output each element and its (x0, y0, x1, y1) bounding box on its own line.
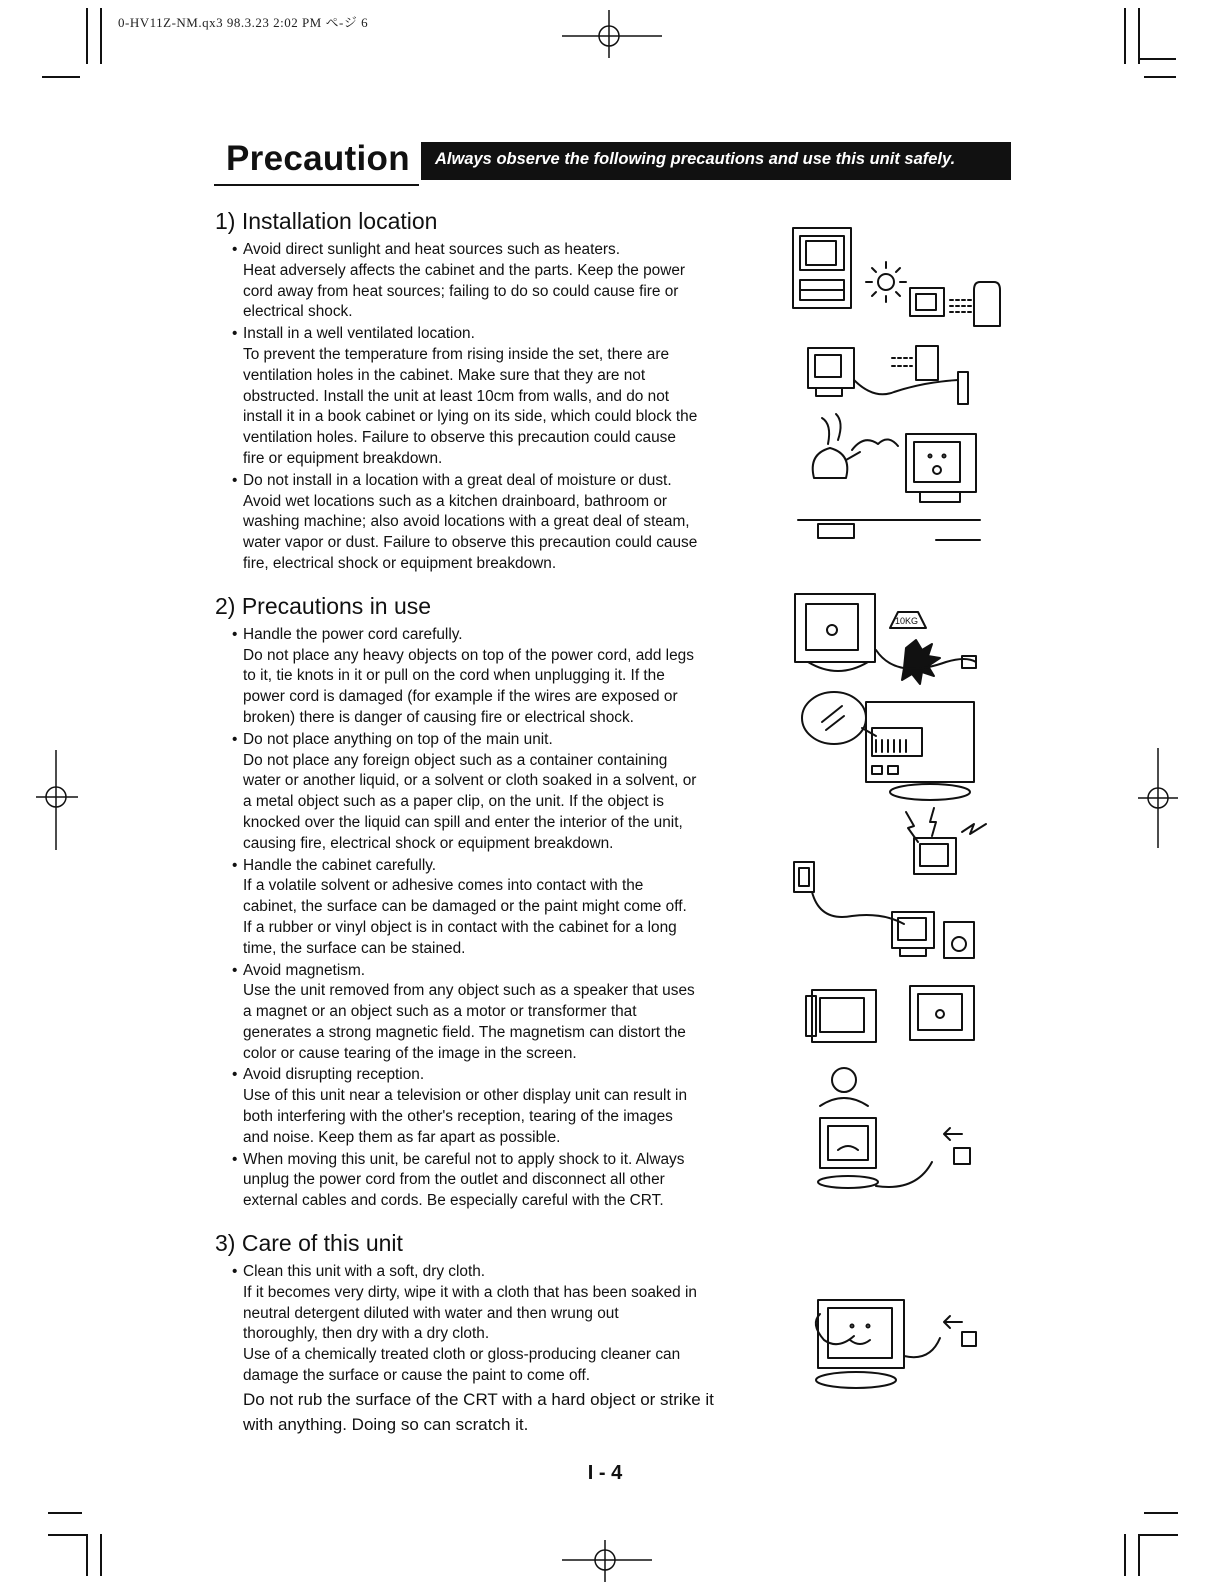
list-item (212, 856, 782, 960)
section-title: 2) Precautions in use (215, 592, 432, 619)
heater-icon (892, 346, 938, 380)
monitor-icon (892, 912, 934, 956)
bullet-text: Do not place anything on top of the main unit. (243, 730, 553, 748)
monitor-icon (910, 288, 944, 316)
paragraph-line: with anything. Doing so can scratch it. (243, 1414, 529, 1434)
section-installation-location (212, 208, 782, 575)
paragraph-line: If a rubber or vinyl object is in contact with the cabinet for a long (243, 918, 677, 936)
power-cord-icon (812, 892, 904, 924)
monitor-with-objects-icon (866, 702, 974, 800)
paragraph-line: external cables and cords. Be especially careful with the CRT. (243, 1192, 664, 1210)
person-carrying-monitor-icon (818, 1068, 878, 1188)
paragraph-line: thoroughly, then dry with a dry cloth. (243, 1325, 490, 1343)
list-item (212, 1150, 782, 1212)
bullet-text: Avoid magnetism. (243, 961, 366, 979)
paragraph-line: Heat adversely affects the cabinet and the parts. Keep the power (243, 261, 686, 279)
bullet-icon: • (232, 1150, 238, 1168)
bullet-icon: • (232, 1263, 238, 1281)
list-item (212, 240, 782, 323)
paragraph-line: generates a strong magnetic field. The magnetism can distort the (243, 1023, 686, 1041)
page-title: Precaution (226, 139, 410, 178)
paragraph-line: knocked over the liquid can spill and enter the interior of the unit, (243, 813, 683, 831)
list-item (212, 625, 782, 729)
bullet-text: Install in a well ventilated location. (243, 325, 475, 343)
paragraph-line: fire, electrical shock or equipment breakdown. (243, 554, 557, 572)
bullet-icon: • (232, 625, 238, 643)
section-precautions-in-use (212, 593, 782, 1212)
paragraph-line: Do not place any heavy objects on top of the power cord, add legs (243, 646, 694, 664)
paragraph-line: Do not rub the surface of the CRT with a hard object or strike it (243, 1389, 714, 1409)
paragraph-line: cabinet, the surface can be damaged or the paint might come off. (243, 898, 687, 916)
kettle-icon (813, 414, 860, 478)
page-header (214, 136, 1014, 186)
bullet-text: Avoid direct sunlight and heat sources such as heaters. (243, 241, 621, 258)
paragraph-line: water or another liquid, or a solvent or cloth soaked in a solvent, or (243, 772, 697, 790)
paragraph-line: unplug the power cord from the outlet and disconnect all other (243, 1171, 665, 1189)
tagline-banner (421, 142, 1011, 180)
monitor-face-icon (795, 594, 875, 671)
monitor-icon (914, 838, 956, 874)
precaution-content (212, 208, 782, 1455)
paragraph-line: time, the surface can be stained. (243, 939, 466, 957)
list-item (212, 471, 782, 575)
list-item (212, 324, 782, 470)
unplug-arrow-icon (904, 1316, 976, 1357)
tagline-text: Always observe the following precautions and use this unit safely. (435, 150, 956, 168)
bullet-icon: • (232, 961, 238, 979)
paragraph-line: damage the surface or cause the paint to come off. (243, 1367, 591, 1385)
title-underline (214, 184, 419, 186)
lightning-icon (906, 808, 986, 842)
paragraph-line: obstructed. Install the unit at least 10cm from walls, and do not (243, 387, 670, 405)
paragraph-line: Avoid wet locations such as a kitchen drainboard, bathroom or (243, 492, 668, 510)
bullet-text: Clean this unit with a soft, dry cloth. (243, 1263, 486, 1281)
paragraph-line: power cord is damaged (for example if the wires are exposed or (243, 688, 678, 706)
bullet-icon: • (232, 241, 238, 258)
paragraph-line: electrical shock. (243, 303, 353, 321)
speech-bubble-icon (802, 692, 876, 744)
unplug-arrow-icon (876, 1128, 970, 1187)
paragraph-line: fire or equipment breakdown. (243, 449, 443, 467)
weight-icon (890, 612, 926, 628)
bullet-text: Handle the cabinet carefully. (243, 856, 437, 874)
paragraph-line: washing machine; also avoid locations with a great deal of steam, (243, 513, 690, 531)
monitor-icon (808, 348, 854, 396)
bullet-text: Avoid disrupting reception. (243, 1066, 425, 1084)
bullet-icon: • (232, 856, 238, 874)
paragraph-line: Do not place any foreign object such as a container containing (243, 751, 668, 769)
paragraph-line: a metal object such as a paper clip, on the unit. If the object is (243, 793, 664, 811)
paragraph-line: ventilation holes in the cabinet. Make sure that they are not (243, 366, 646, 384)
list-item (212, 961, 782, 1065)
list-item (212, 1262, 782, 1437)
bullet-text: Do not install in a location with a great deal of moisture or dust. (243, 471, 672, 489)
paragraph-line: and noise. Keep them as far apart as possible. (243, 1128, 561, 1146)
weight-label: 10KG (895, 616, 919, 626)
paragraph-line: Use of a chemically treated cloth or gloss-producing cleaner can (243, 1346, 681, 1364)
bullet-icon: • (232, 325, 238, 343)
monitor-face-icon (910, 986, 974, 1040)
monitor-in-cabinet-icon (793, 228, 851, 308)
bullet-text: Handle the power cord carefully. (243, 625, 463, 643)
computer-icon (806, 990, 876, 1042)
monitor-cleaning-icon (816, 1300, 904, 1388)
paragraph-line: If it becomes very dirty, wipe it with a cloth that has been soaked in (243, 1283, 697, 1301)
printer-slug-line: 0-HV11Z-NM.qx3 98.3.23 2:02 PM ペ-ジ 6 (118, 15, 369, 30)
list-item (212, 1065, 782, 1148)
outlet-icon (794, 862, 814, 892)
sun-icon (866, 262, 906, 302)
drainboard-icon (798, 520, 980, 540)
bullet-icon: • (232, 471, 238, 489)
page-number: I - 4 (587, 1462, 623, 1484)
section-care-of-unit (212, 1230, 782, 1437)
bullet-text: When moving this unit, be careful not to apply shock to it. Always (243, 1150, 685, 1168)
paragraph-line: causing fire, electrical shock or equipment breakdown. (243, 834, 614, 852)
spark-icon (902, 640, 940, 684)
monitor-face-icon (906, 434, 976, 502)
section-title: 1) Installation location (215, 208, 438, 234)
paragraph-line: To prevent the temperature from rising inside the set, there are (243, 345, 670, 363)
paragraph-line: Use of this unit near a television or other display unit can result in (243, 1087, 687, 1105)
paragraph-line: water vapor or dust. Failure to observe this precaution could cause (243, 534, 698, 552)
list-item (212, 730, 782, 855)
power-cord-icon (854, 372, 968, 404)
paragraph-line: broken) there is danger of causing fire or electrical shock. (243, 708, 634, 726)
paragraph-line: ventilation holes. Failure to observe this precaution could cause (243, 429, 676, 447)
power-plug-icon (876, 650, 976, 669)
paragraph-line: If a volatile solvent or adhesive comes into contact with the (243, 877, 644, 895)
paragraph-line: both interfering with the other's reception, tearing of the images (243, 1108, 673, 1126)
paragraph-line: neutral detergent diluted with water and then wrung out (243, 1304, 619, 1322)
paragraph-line: color or cause tearing of the image in the screen. (243, 1044, 577, 1062)
heater-icon (950, 282, 1000, 326)
paragraph-line: cord away from heat sources; failing to do so could cause fire or (243, 282, 679, 300)
bullet-icon: • (232, 730, 238, 748)
speaker-icon (944, 922, 974, 958)
paragraph-line: a magnet or an object such as a motor or transformer that (243, 1003, 637, 1021)
steam-icon (852, 439, 898, 450)
bullet-icon: • (232, 1066, 238, 1084)
paragraph-line: to it, tie knots in it or pull on the cord when unplugging it. If the (243, 667, 665, 685)
section-title: 3) Care of this unit (215, 1230, 403, 1257)
paragraph-line: install it in a book cabinet or lying on its side, which could block the (243, 408, 698, 426)
paragraph-line: Use the unit removed from any object such as a speaker that uses (243, 982, 695, 1000)
